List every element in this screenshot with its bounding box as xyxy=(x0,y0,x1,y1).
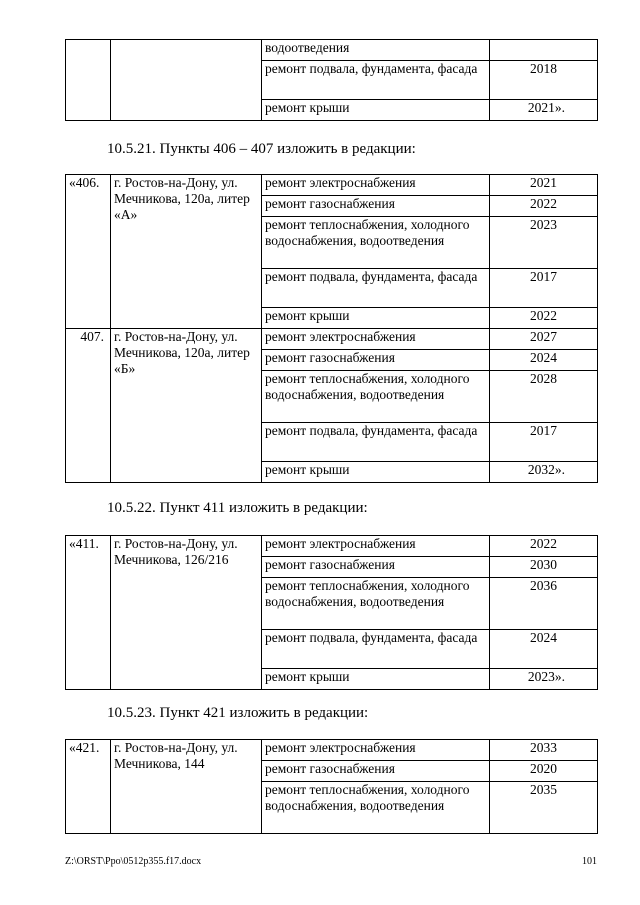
table-row xyxy=(66,536,598,557)
year-cell: 2018 xyxy=(490,61,598,100)
work-cell: ремонт подвала, фундамента, фасада xyxy=(262,630,490,669)
work-cell: ремонт подвала, фундамента, фасада xyxy=(262,423,490,462)
work-cell: ремонт подвала, фундамента, фасада xyxy=(262,269,490,308)
address-cell xyxy=(111,40,262,121)
paragraph: 10.5.23. Пункт 421 изложить в редакции: xyxy=(107,705,369,721)
page-number: 101 xyxy=(582,856,597,867)
item-number: 407. xyxy=(66,329,111,483)
items-table-421 xyxy=(65,739,598,834)
year-cell: 2023 xyxy=(490,217,598,269)
year-cell xyxy=(490,40,598,61)
year-cell: 2035 xyxy=(490,782,598,834)
year-cell: 2022 xyxy=(490,196,598,217)
work-cell: ремонт электроснабжения xyxy=(262,175,490,196)
year-cell: 2036 xyxy=(490,578,598,630)
year-cell: 2027 xyxy=(490,329,598,350)
work-cell: ремонт газоснабжения xyxy=(262,196,490,217)
work-cell: ремонт теплоснабжения, холодного водоснабжения, водоотведения xyxy=(262,217,490,269)
work-cell: ремонт газоснабжения xyxy=(262,761,490,782)
year-cell: 2024 xyxy=(490,350,598,371)
work-cell: ремонт теплоснабжения, холодного водоснабжения, водоотведения xyxy=(262,782,490,834)
address-cell: г. Ростов-на-Дону, ул. Мечникова, 120а, литер «А» xyxy=(111,175,262,329)
work-cell: ремонт газоснабжения xyxy=(262,557,490,578)
year-cell: 2017 xyxy=(490,423,598,462)
year-cell: 2024 xyxy=(490,630,598,669)
table-row xyxy=(66,329,598,350)
year-cell: 2022 xyxy=(490,308,598,329)
items-table-406-407 xyxy=(65,174,598,483)
item-number: «411. xyxy=(66,536,111,690)
paragraph: 10.5.22. Пункт 411 изложить в редакции: xyxy=(107,500,368,516)
year-cell: 2030 xyxy=(490,557,598,578)
continuation-table xyxy=(65,39,598,121)
year-cell: 2033 xyxy=(490,740,598,761)
year-cell: 2032». xyxy=(490,462,598,483)
work-cell: ремонт электроснабжения xyxy=(262,329,490,350)
item-number: «421. xyxy=(66,740,111,834)
work-cell: ремонт электроснабжения xyxy=(262,740,490,761)
paragraph: 10.5.21. Пункты 406 – 407 изложить в редакции: xyxy=(107,141,416,157)
address-cell: г. Ростов-на-Дону, ул. Мечникова, 126/216 xyxy=(111,536,262,690)
address-cell: г. Ростов-на-Дону, ул. Мечникова, 144 xyxy=(111,740,262,834)
items-table-411 xyxy=(65,535,598,690)
work-cell: ремонт крыши xyxy=(262,308,490,329)
work-cell: ремонт теплоснабжения, холодного водоснабжения, водоотведения xyxy=(262,371,490,423)
year-cell: 2020 xyxy=(490,761,598,782)
footer-file-path: Z:\ORST\Ppo\0512p355.f17.docx xyxy=(65,856,202,867)
work-cell: ремонт подвала, фундамента, фасада xyxy=(262,61,490,100)
work-cell: ремонт крыши xyxy=(262,669,490,690)
item-number: «406. xyxy=(66,175,111,329)
year-cell: 2022 xyxy=(490,536,598,557)
table-row xyxy=(66,40,598,61)
table-row xyxy=(66,740,598,761)
work-cell: ремонт газоснабжения xyxy=(262,350,490,371)
year-cell: 2017 xyxy=(490,269,598,308)
work-cell: ремонт крыши xyxy=(262,462,490,483)
year-cell: 2028 xyxy=(490,371,598,423)
work-cell: ремонт теплоснабжения, холодного водоснабжения, водоотведения xyxy=(262,578,490,630)
year-cell: 2021». xyxy=(490,100,598,121)
work-cell: водоотведения xyxy=(262,40,490,61)
address-cell: г. Ростов-на-Дону, ул. Мечникова, 120а, литер «Б» xyxy=(111,329,262,483)
year-cell: 2023». xyxy=(490,669,598,690)
work-cell: ремонт крыши xyxy=(262,100,490,121)
table-row xyxy=(66,175,598,196)
num-cell xyxy=(66,40,111,121)
year-cell: 2021 xyxy=(490,175,598,196)
work-cell: ремонт электроснабжения xyxy=(262,536,490,557)
